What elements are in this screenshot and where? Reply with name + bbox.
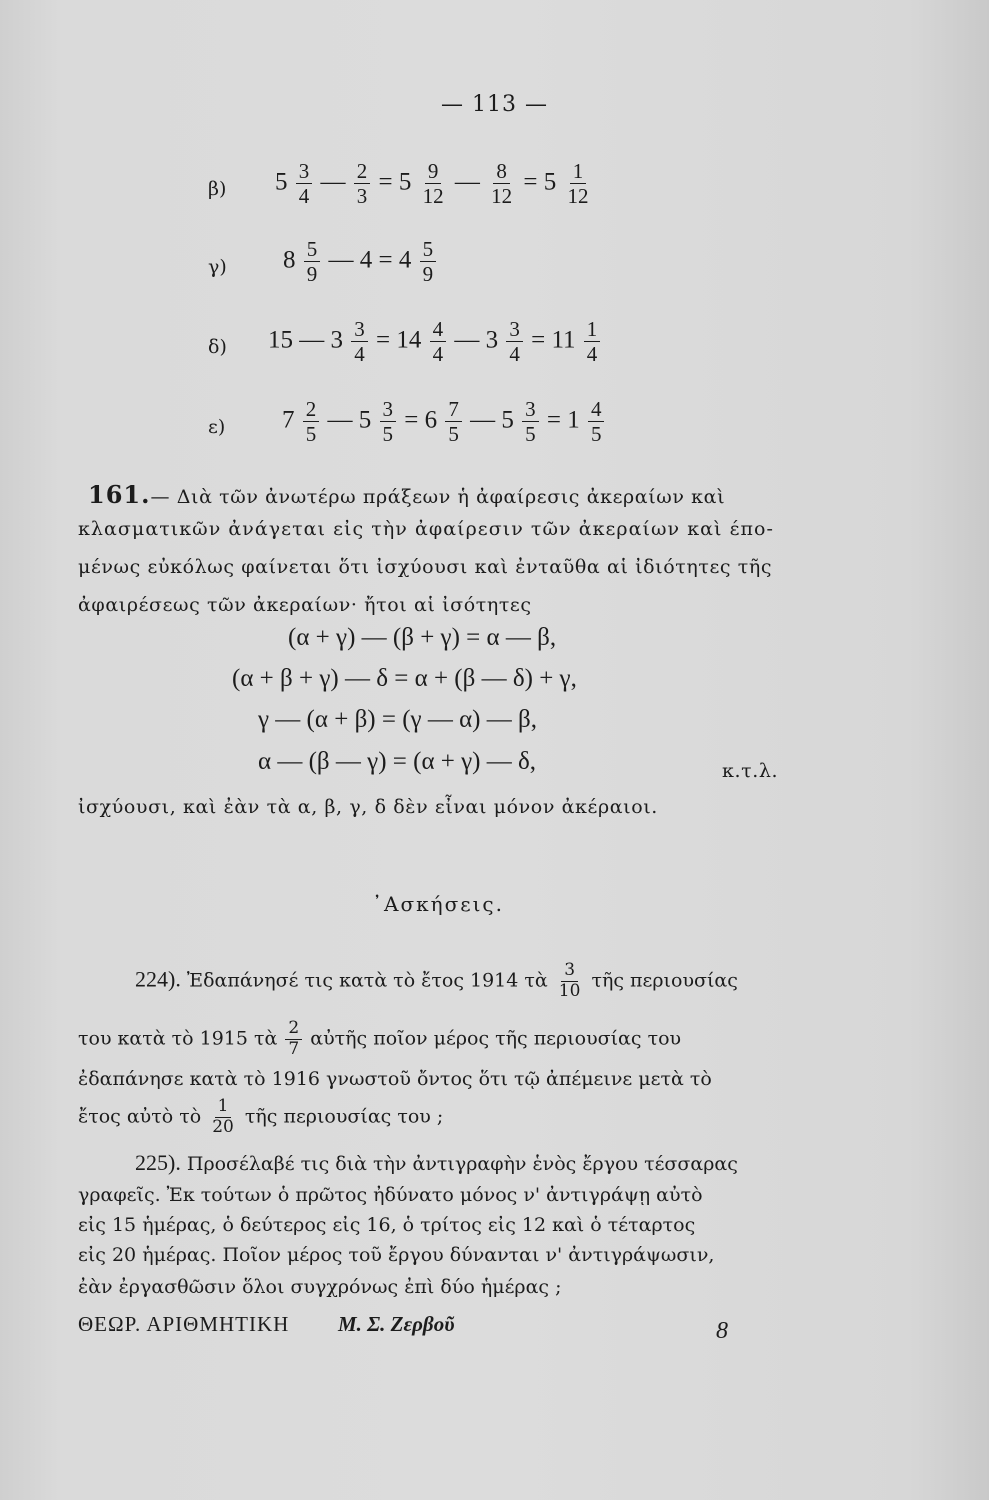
fraction: $\frac{5}{9}$ (420, 238, 437, 285)
exercise-225-number: 225). (135, 1150, 181, 1175)
exercise-225-line2: γραφεῖς. Ἐκ τούτων ὁ πρῶτος ἠδύνατο μόνος ν' ἀντιγράψῃ αὐτὸ (78, 1184, 703, 1206)
equation-label: γ) (208, 256, 227, 278)
etc-abbreviation: κ.τ.λ. (722, 760, 779, 782)
equation-term: 14 (396, 326, 428, 354)
exercise-224-line1: 224). Ἐδαπάνησέ τις κατὰ τὸ ἔτος 1914 τὰ $\frac{3}{10}$ τῆς περιουσίας (135, 960, 738, 1001)
equation-row (283, 238, 438, 285)
closing-line: ἰσχύουσι, καὶ ἐὰν τὰ α, β, γ, δ δὲν εἶναι μόνον ἀκέραιοι. (78, 796, 658, 818)
fraction: $\frac{3}{10}$ (558, 960, 581, 1001)
equation-term: 4 (398, 246, 418, 274)
fraction: $\frac{4}{5}$ (588, 398, 605, 445)
fraction: $\frac{3}{5}$ (522, 398, 539, 445)
section-161-line3: μένως εὐκόλως φαίνεται ὅτι ἰσχύουσι καὶ ἐνταῦθα αἱ ἰδιότητες τῆς (78, 556, 773, 578)
exercise-225-line5: ἐὰν ἐργασθῶσιν ὅλοι συγχρόνως ἐπὶ δύο ἡμέρας ; (78, 1276, 562, 1298)
section-161-line4: ἀφαιρέσεως τῶν ἀκεραίων· ἤτοι αἱ ἰσότητες (78, 594, 532, 616)
equation-row (268, 318, 602, 365)
equation-term: 5 (398, 168, 418, 196)
equation-term: = (369, 326, 397, 354)
equation-term: 6 (424, 406, 444, 434)
exercise-224-line3: ἐδαπάνησε κατὰ τὸ 1916 γνωστοῦ ὄντος ὅτι τῷ ἀπέμεινε μετὰ τὸ (78, 1068, 712, 1090)
exercise-225-line1: 225). Προσέλαβέ τις διὰ τὴν ἀντιγραφὴν ἑνὸς ἔργου τέσσαρας (135, 1150, 738, 1175)
equation-term: = (372, 168, 399, 196)
equation-term: 1 (567, 406, 586, 434)
fraction: $\frac{3}{4}$ (351, 318, 368, 365)
equation-term: = (398, 406, 425, 434)
page-number: — 113 — (441, 92, 548, 117)
exercise-224-number: 224). (135, 966, 181, 992)
fraction: $\frac{3}{4}$ (506, 318, 523, 365)
equation-term: — (314, 168, 352, 196)
signature-mark: 8 (716, 1318, 728, 1344)
fraction: $\frac{5}{9}$ (304, 238, 321, 285)
exercise-224-line4: ἔτος αὐτὸ τὸ $\frac{1}{20}$ τῆς περιουσίας του ; (78, 1096, 444, 1137)
fraction: $\frac{7}{5}$ (445, 398, 462, 445)
exercise-224-line2: του κατὰ τὸ 1915 τὰ $\frac{2}{7}$ αὐτῆς ποῖον μέρος τῆς περιουσίας του (78, 1018, 682, 1059)
exercise-225-line3: εἰς 15 ἡμέρας, ὁ δεύτερος εἰς 16, ὁ τρίτος εἰς 12 καὶ ὁ τέταρτος (78, 1214, 696, 1236)
identity-4: α — (β — γ) = (α + γ) — δ, (258, 748, 537, 775)
equation-term: — 3 (448, 326, 505, 354)
equation-term: 15 — 3 (268, 326, 350, 354)
fraction: $\frac{3}{4}$ (296, 160, 313, 207)
fraction: $\frac{1}{20}$ (212, 1096, 234, 1137)
fraction: $\frac{3}{5}$ (380, 398, 397, 445)
fraction: $\frac{4}{4}$ (430, 318, 447, 365)
equation-term: = (540, 406, 568, 434)
equation-label: ε) (208, 416, 226, 438)
identity-1: (α + γ) — (β + γ) = α — β, (288, 624, 557, 651)
equation-term: 8 (283, 246, 302, 274)
equation-label: δ) (208, 336, 227, 358)
fraction: $\frac{1}{12}$ (567, 159, 589, 209)
equation-term: 5 (275, 168, 294, 196)
fraction: $\frac{9}{12}$ (422, 159, 444, 209)
equation-row (275, 160, 593, 207)
fraction: $\frac{8}{12}$ (491, 159, 513, 209)
identity-2: (α + β + γ) — δ = α + (β — δ) + γ, (232, 665, 577, 692)
equation-term: 7 (282, 406, 301, 434)
footer-author: Μ. Σ. Ζερβοῦ (338, 1312, 455, 1336)
equation-term: — 5 (321, 406, 378, 434)
footer-title: ΘΕΩΡ. ΑΡΙΘΜΗΤΙΚΗ (78, 1312, 290, 1336)
equation-term: — 4 = (322, 246, 399, 274)
fraction: $\frac{2}{3}$ (354, 160, 371, 207)
fraction: $\frac{2}{5}$ (303, 398, 320, 445)
equation-row (282, 398, 606, 445)
identity-3: γ — (α + β) = (γ — α) — β, (258, 706, 537, 733)
equation-term: — (448, 168, 487, 196)
equation-term: — 5 (463, 406, 521, 434)
section-161-line2: κλασματικῶν ἀνάγεται εἰς τὴν ἀφαίρεσιν τῶν ἀκεραίων καὶ έπο- (78, 518, 775, 540)
equation-label: β) (208, 178, 227, 200)
equation-term: = (517, 168, 544, 196)
equation-term: 5 (543, 168, 563, 196)
equation-term: = (524, 326, 552, 354)
fraction: $\frac{2}{7}$ (285, 1020, 302, 1059)
section-number: 161. (88, 480, 151, 509)
equation-term: 11 (551, 326, 582, 354)
exercise-225-line4: εἰς 20 ἡμέρας. Ποῖον μέρος τοῦ ἔργου δύνανται ν' ἀντιγράψωσιν, (78, 1244, 715, 1266)
exercises-heading: ᾿Ασκήσεις. (372, 892, 504, 916)
fraction: $\frac{1}{4}$ (584, 318, 601, 365)
section-161-line1: 161.— Διὰ τῶν ἀνωτέρω πράξεων ἡ ἀφαίρεσις ἀκεραίων καὶ (88, 480, 726, 509)
